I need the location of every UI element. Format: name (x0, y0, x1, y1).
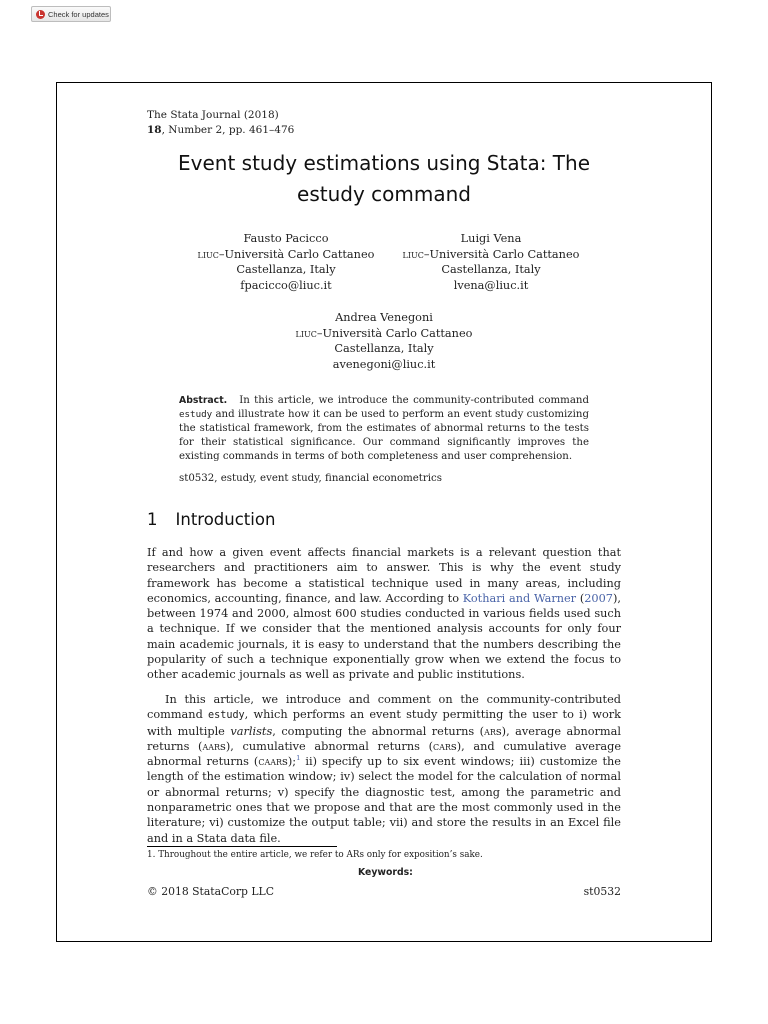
footnote-rule (147, 846, 337, 847)
author-location: Castellanza, Italy (236, 263, 336, 277)
journal-issue-pages: , Number 2, pp. 461–476 (161, 124, 295, 136)
author-name: Andrea Venegoni (335, 311, 433, 324)
footnote-marker[interactable]: 1 (296, 754, 301, 763)
paragraph-text: If and how a given event affects financial markets is a relevant question that researchers and practitioners aim to answer. This is why the event study framework has become a statistical technique used in many areas, including economics, accounting, finance, and law. According to (147, 546, 621, 605)
journal-issue (147, 123, 294, 138)
journal-name: The Stata Journal (2018) (147, 109, 279, 121)
section-number: 1 (147, 510, 158, 529)
page-footer (147, 885, 621, 898)
author-email: lvena@liuc.it (453, 278, 529, 292)
affiliation-rest: –Università Carlo Cattaneo (218, 247, 375, 261)
author-affiliation (284, 326, 484, 342)
author-name: Fausto Pacicco (243, 232, 329, 245)
footnote: 1. Throughout the entire article, we refer to ARs only for exposition’s sake. (147, 850, 483, 860)
abstract-text-2: and illustrate how it can be used to perform an event study customizing the statistical framework, from the estimates of abnormal returns to the tests for their statistical significance. Our command significantly improves the existing commands in terms of both completeness and user comprehension. (179, 409, 589, 463)
paragraph-text: , which performs an event study permitting the user to i) work with multiple (147, 708, 621, 738)
citation-authors: Kothari and Warner (462, 591, 577, 605)
affiliation-abbr: liuc (197, 247, 219, 261)
check-for-updates-label: Check for updates (48, 9, 109, 19)
paragraph-text: s), cumulative abnormal returns ( (220, 739, 433, 753)
abstract-command: estudy (179, 409, 213, 421)
citation-close: ) (613, 591, 618, 605)
paragraph-text: s), average abnormal returns ( (147, 724, 621, 753)
paragraph-text: In this article, we introduce and comment on the community-contributed command (147, 693, 621, 722)
citation-year: 2007 (584, 591, 613, 605)
keywords-text: st0532, estudy, event study, financial econometrics (179, 473, 442, 484)
paper-title-line2: estudy command (297, 182, 471, 206)
paper-title-line1: Event study estimations using Stata: The (178, 151, 590, 175)
copyright: © 2018 StataCorp LLC (147, 885, 274, 898)
paper-title (147, 148, 621, 210)
keywords-label: Keywords: (358, 867, 413, 878)
varlists-term: varlists (230, 724, 273, 738)
abbr-car: car (433, 739, 451, 753)
author-block (393, 231, 589, 293)
intro-paragraph-2 (147, 692, 621, 846)
check-for-updates-button[interactable] (31, 6, 111, 22)
abbr-ar: ar (484, 724, 496, 738)
intro-paragraph-1 (147, 545, 621, 683)
author-block (284, 310, 484, 372)
author-location: Castellanza, Italy (334, 342, 434, 356)
affiliation-rest: –Università Carlo Cattaneo (423, 247, 580, 261)
citation-link[interactable] (463, 592, 618, 605)
abbr-aar: aar (202, 739, 221, 753)
abstract-label: Abstract. (179, 395, 228, 406)
paragraph-text: , computing the abnormal returns ( (272, 724, 485, 738)
journal-volume: 18 (147, 124, 162, 136)
author-location: Castellanza, Italy (441, 263, 541, 277)
paragraph-text: ii) specify up to six event windows; iii) customize the length of the estimation window; iv) select the model for the calculation of normal or abnormal returns; v) specify the diagnostic test, among the parametric and nonparametric ones that we propose and that are the most commonly used in the literature; vi) customize the output table; vii) and store the results in an Excel file and in a Stata data file. (147, 755, 621, 845)
author-email: avenegoni@liuc.it (332, 357, 436, 371)
abstract (179, 394, 589, 464)
citation-open: ( (576, 591, 585, 605)
article-code: st0532 (583, 885, 621, 898)
journal-info (147, 108, 294, 138)
author-name: Luigi Vena (460, 232, 522, 245)
abstract-text-1: In this article, we introduce the community-contributed command (239, 395, 589, 406)
paragraph-text: s); (282, 755, 297, 769)
affiliation-abbr: liuc (402, 247, 424, 261)
paragraph-text: s), and cumulative average abnormal returns ( (147, 739, 622, 769)
author-affiliation (393, 247, 589, 263)
section-heading (147, 510, 275, 529)
paragraph-text: , between 1974 and 2000, almost 600 studies conducted in various fields used such a technique. If we consider that the mentioned analysis accounts for only four main academic journals, it is easy to understand that the numbers describing the popularity of such a technique exponentially grow when we extend the focus to other academic journals as well as private and public institutions. (147, 591, 622, 682)
abbr-caar: caar (258, 755, 283, 769)
affiliation-rest: –Università Carlo Cattaneo (316, 326, 473, 340)
author-email: fpacicco@liuc.it (240, 278, 332, 292)
affiliation-abbr: liuc (295, 326, 317, 340)
section-title: Introduction (175, 510, 276, 529)
author-block (190, 231, 382, 293)
check-for-updates-icon (36, 10, 45, 19)
command-name: estudy (207, 710, 245, 722)
author-affiliation (190, 247, 382, 263)
